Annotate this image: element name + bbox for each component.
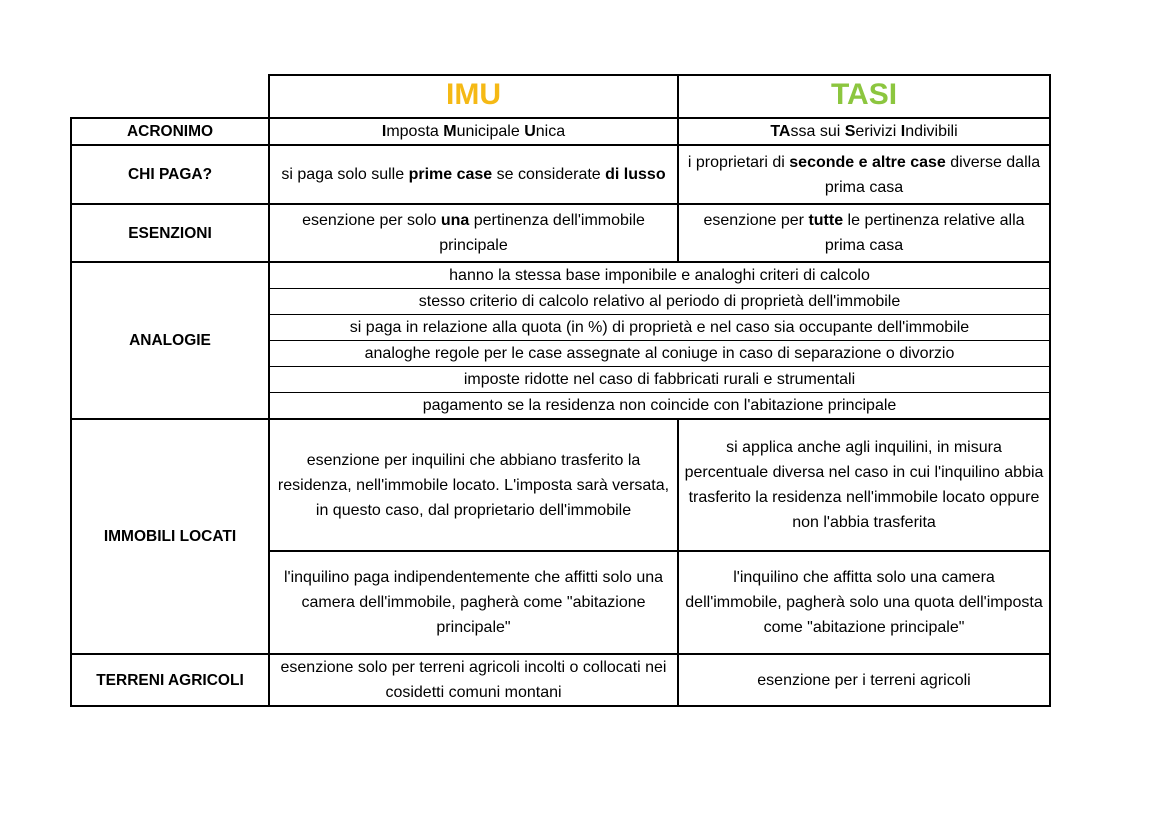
header-row xyxy=(71,75,1050,118)
analogia-item: imposte ridotte nel caso di fabbricati rurali e strumentali xyxy=(269,367,1050,393)
analogia-item: pagamento se la residenza non coincide con l'abitazione principale xyxy=(269,393,1050,420)
immobili-tasi-1: si applica anche agli inquilini, in misura percentuale diversa nel caso in cui l'inquilino abbia trasferito la residenza nell'immobile locato oppure non l'abbia trasferita xyxy=(678,419,1050,551)
row-acronimo xyxy=(71,118,1050,145)
corner-cell xyxy=(71,75,269,118)
immobili-tasi-2: l'inquilino che affitta solo una camera dell'immobile, pagherà solo una quota dell'imposta come "abitazione principale" xyxy=(678,551,1050,654)
header-imu xyxy=(269,75,678,118)
row-label: ACRONIMO xyxy=(71,118,269,145)
row-immobili-locati xyxy=(71,419,1050,551)
esenzioni-imu: esenzione per solo una pertinenza dell'immobile principale xyxy=(269,204,678,262)
analogia-item: analoghe regole per le case assegnate al coniuge in caso di separazione o divorzio xyxy=(269,341,1050,367)
header-tasi xyxy=(678,75,1050,118)
terreni-tasi: esenzione per i terreni agricoli xyxy=(678,654,1050,706)
imu-title: IMU xyxy=(446,77,501,111)
chi-paga-imu: si paga solo sulle prime case se considerate di lusso xyxy=(269,145,678,204)
tasi-title: TASI xyxy=(830,77,898,111)
row-label: TERRENI AGRICOLI xyxy=(71,654,269,706)
row-label: CHI PAGA? xyxy=(71,145,269,204)
row-label: ESENZIONI xyxy=(71,204,269,262)
esenzioni-tasi: esenzione per tutte le pertinenza relative alla prima casa xyxy=(678,204,1050,262)
analogia-item: hanno la stessa base imponibile e analoghi criteri di calcolo xyxy=(269,262,1050,289)
row-esenzioni xyxy=(71,204,1050,262)
row-label: IMMOBILI LOCATI xyxy=(71,419,269,654)
immobili-imu-2: l'inquilino paga indipendentemente che affitti solo una camera dell'immobile, pagherà come "abitazione principale" xyxy=(269,551,678,654)
analogia-item: stesso criterio di calcolo relativo al periodo di proprietà dell'immobile xyxy=(269,289,1050,315)
chi-paga-tasi: i proprietari di seconde e altre case diverse dalla prima casa xyxy=(678,145,1050,204)
acronimo-imu: Imposta Municipale Unica xyxy=(269,118,678,145)
row-label: ANALOGIE xyxy=(71,262,269,419)
terreni-imu: esenzione solo per terreni agricoli incolti o collocati nei cosidetti comuni montani xyxy=(269,654,678,706)
analogie-row xyxy=(71,262,1050,289)
analogia-item: si paga in relazione alla quota (in %) di proprietà e nel caso sia occupante dell'immobile xyxy=(269,315,1050,341)
row-chi-paga xyxy=(71,145,1050,204)
comparison-table xyxy=(70,74,1051,707)
row-terreni xyxy=(71,654,1050,706)
acronimo-tasi: TAssa sui Serivizi Indivibili xyxy=(678,118,1050,145)
immobili-imu-1: esenzione per inquilini che abbiano trasferito la residenza, nell'immobile locato. L'imposta sarà versata, in questo caso, dal proprietario dell'immobile xyxy=(269,419,678,551)
